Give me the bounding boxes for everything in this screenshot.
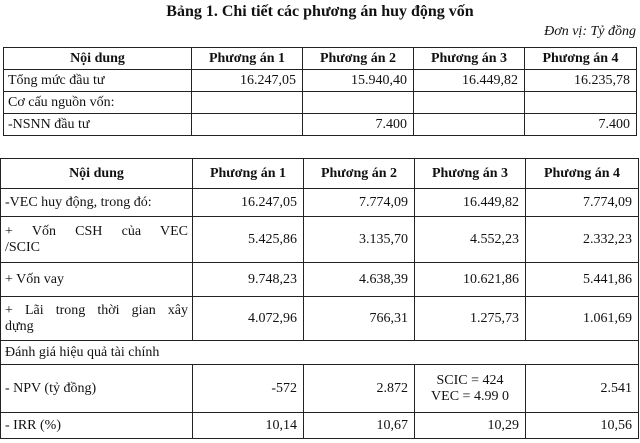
column-header: Phương án 4 <box>525 48 637 70</box>
unit-note: Đơn vị: Tỷ đồng <box>544 24 636 39</box>
cell-value <box>192 92 303 114</box>
column-header: Phương án 2 <box>303 48 414 70</box>
cell-value: 10,56 <box>526 413 639 439</box>
cell-value: 4.072,96 <box>193 297 304 341</box>
table-row <box>1 263 639 297</box>
table-header-row <box>1 159 639 189</box>
cell-value <box>303 92 414 114</box>
row-label: - NPV (tỷ đồng) <box>1 365 193 413</box>
column-header: Phương án 2 <box>304 159 415 189</box>
table-row <box>4 114 637 136</box>
cell-value: 15.940,40 <box>303 70 414 92</box>
column-header: Phương án 1 <box>193 159 304 189</box>
cell-value: -572 <box>193 365 304 413</box>
cell-value: 10,67 <box>304 413 415 439</box>
table-row <box>4 70 637 92</box>
cell-value: 1.061,69 <box>526 297 639 341</box>
cell-value: 10,29 <box>415 413 526 439</box>
table-row <box>1 365 639 413</box>
cell-value: 2.872 <box>304 365 415 413</box>
cell-value: 16.235,78 <box>525 70 637 92</box>
row-label-line: dựng <box>5 318 34 334</box>
table-row <box>1 217 639 263</box>
cell-value: 4.638,39 <box>304 263 415 297</box>
cell-value: 9.748,23 <box>193 263 304 297</box>
npv-vec-value: VEC = 4.99 0 <box>431 388 509 404</box>
cell-value <box>525 92 637 114</box>
cell-value: 16.449,82 <box>414 70 525 92</box>
column-header: Phương án 1 <box>192 48 303 70</box>
cell-value: 10.621,86 <box>415 263 526 297</box>
cell-value: 7.774,09 <box>304 189 415 217</box>
cell-value: 5.441,86 <box>526 263 639 297</box>
financing-table <box>0 158 639 439</box>
row-label-line: /SCIC <box>5 239 41 255</box>
section-label: Đánh giá hiệu quả tài chính <box>1 341 639 365</box>
column-header: Nội dung <box>4 48 192 70</box>
row-label: Cơ cấu nguồn vốn: <box>4 92 192 114</box>
cell-value: 3.135,70 <box>304 217 415 263</box>
column-header: Phương án 3 <box>414 48 525 70</box>
row-label: -VEC huy động, trong đó: <box>1 189 193 217</box>
cell-value: 7.774,09 <box>526 189 639 217</box>
table-header-row <box>4 48 637 70</box>
row-label <box>1 297 193 341</box>
cell-value: 16.247,05 <box>192 70 303 92</box>
table-title: Bảng 1. Chi tiết các phương án huy động vốn <box>166 3 474 20</box>
investment-table <box>3 47 637 136</box>
column-header: Phương án 4 <box>526 159 639 189</box>
cell-value: 1.275,73 <box>415 297 526 341</box>
row-label-line: + Vốn CSH của VEC <box>5 223 188 239</box>
cell-value: 5.425,86 <box>193 217 304 263</box>
row-label: -NSNN đầu tư <box>4 114 192 136</box>
column-header: Phương án 3 <box>415 159 526 189</box>
cell-value: 766,31 <box>304 297 415 341</box>
section-row <box>1 341 639 365</box>
cell-value: 10,14 <box>193 413 304 439</box>
cell-value <box>414 92 525 114</box>
cell-value: 16.449,82 <box>415 189 526 217</box>
table-row <box>1 297 639 341</box>
table-row <box>1 189 639 217</box>
cell-value <box>414 114 525 136</box>
cell-value <box>192 114 303 136</box>
cell-value: 2.541 <box>526 365 639 413</box>
table-row <box>1 413 639 439</box>
npv-scic-value: SCIC = 424 <box>436 372 504 388</box>
row-label-line: + Lãi trong thời gian xây <box>5 302 188 318</box>
cell-value: 4.552,23 <box>415 217 526 263</box>
cell-value: 7.400 <box>303 114 414 136</box>
row-label: Tổng mức đầu tư <box>4 70 192 92</box>
column-header: Nội dung <box>1 159 193 189</box>
row-label <box>1 217 193 263</box>
row-label: - IRR (%) <box>1 413 193 439</box>
cell-value-multiline <box>415 365 526 413</box>
row-label: + Vốn vay <box>1 263 193 297</box>
table-row <box>4 92 637 114</box>
cell-value: 7.400 <box>525 114 637 136</box>
cell-value: 16.247,05 <box>193 189 304 217</box>
cell-value: 2.332,23 <box>526 217 639 263</box>
